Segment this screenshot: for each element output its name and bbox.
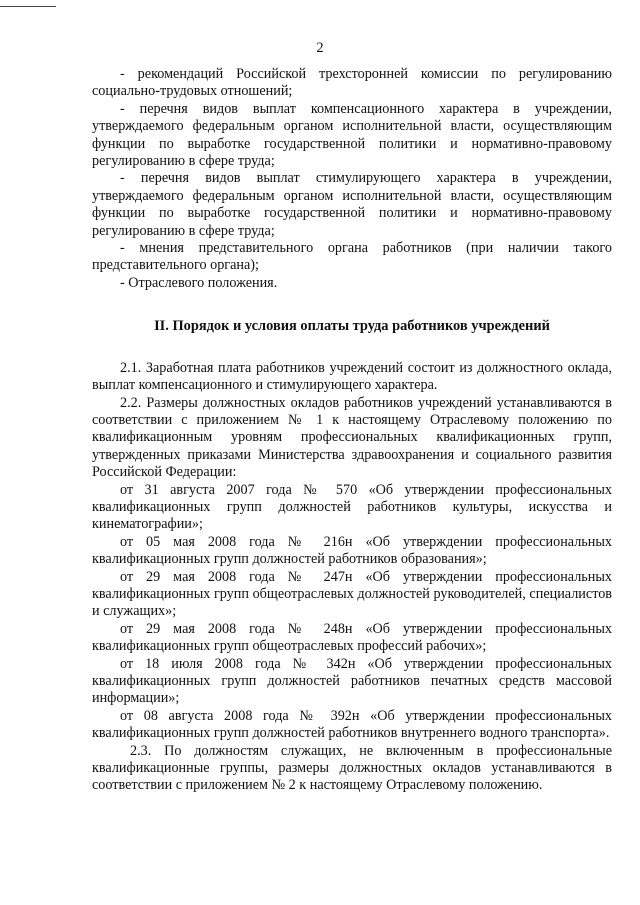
order-item: от 29 мая 2008 года № 248н «Об утверждении профессиональных квалификационных групп общеотраслевых профессий рабочих»;	[92, 620, 612, 655]
list-item: - мнения представительного органа работников (при наличии такого представительного органа);	[92, 240, 612, 274]
paragraph-2-2: 2.2. Размеры должностных окладов работников учреждений устанавливаются в соответствии с приложением № 1 к настоящему Отраслевому положению по квалификационным уровням профессиональных квалификационных групп, утвержденных приказами Министерства здравоохранения и социального развития Российской Федерации:	[92, 394, 612, 481]
list-item: - перечня видов выплат стимулирующего характера в учреждении, утверждаемого федеральным органом исполнительной власти, осуществляющим функции по выработке государственной политики и нормативно-правовому регулированию в сфере труда;	[92, 170, 612, 239]
order-item: от 31 августа 2007 года № 570 «Об утверждении профессиональных квалификационных групп должностей работников культуры, искусства и кинематографии»;	[92, 481, 612, 533]
section-heading: II. Порядок и условия оплаты труда работников учреждений	[154, 318, 550, 335]
paragraph-2-1: 2.1. Заработная плата работников учреждений состоит из должностного оклада, выплат компенсационного и стимулирующего характера.	[92, 359, 612, 394]
scan-edge-line	[0, 6, 56, 7]
order-item: от 08 августа 2008 года № 392н «Об утверждении профессиональных квалификационных групп должностей работников внутреннего водного транспорта».	[92, 707, 612, 742]
paragraph-2-3: 2.3. По должностям служащих, не включенным в профессиональные квалификационные группы, размеры должностных окладов устанавливаются в соответствии с приложением № 2 к настоящему Отраслевому положению.	[92, 742, 612, 794]
order-item: от 05 мая 2008 года № 216н «Об утверждении профессиональных квалификационных групп должностей работников образования»;	[92, 533, 612, 568]
page-number: 2	[316, 40, 324, 56]
document-body	[92, 66, 612, 795]
list-item: - Отраслевого положения.	[120, 274, 278, 291]
list-item: - рекомендаций Российской трехсторонней комиссии по регулированию социально-трудовых отношений;	[92, 66, 612, 100]
order-item: от 18 июля 2008 года № 342н «Об утверждении профессиональных квалификационных групп должностей работников печатных средств массовой информации»;	[92, 655, 612, 707]
list-item: - перечня видов выплат компенсационного характера в учреждении, утверждаемого федеральным органом исполнительной власти, осуществляющим функции по выработке государственной политики и нормативно-правовому регулированию в сфере труда;	[92, 100, 612, 170]
order-item: от 29 мая 2008 года № 247н «Об утверждении профессиональных квалификационных групп общеотраслевых должностей руководителей, специалистов и служащих»;	[92, 568, 612, 620]
